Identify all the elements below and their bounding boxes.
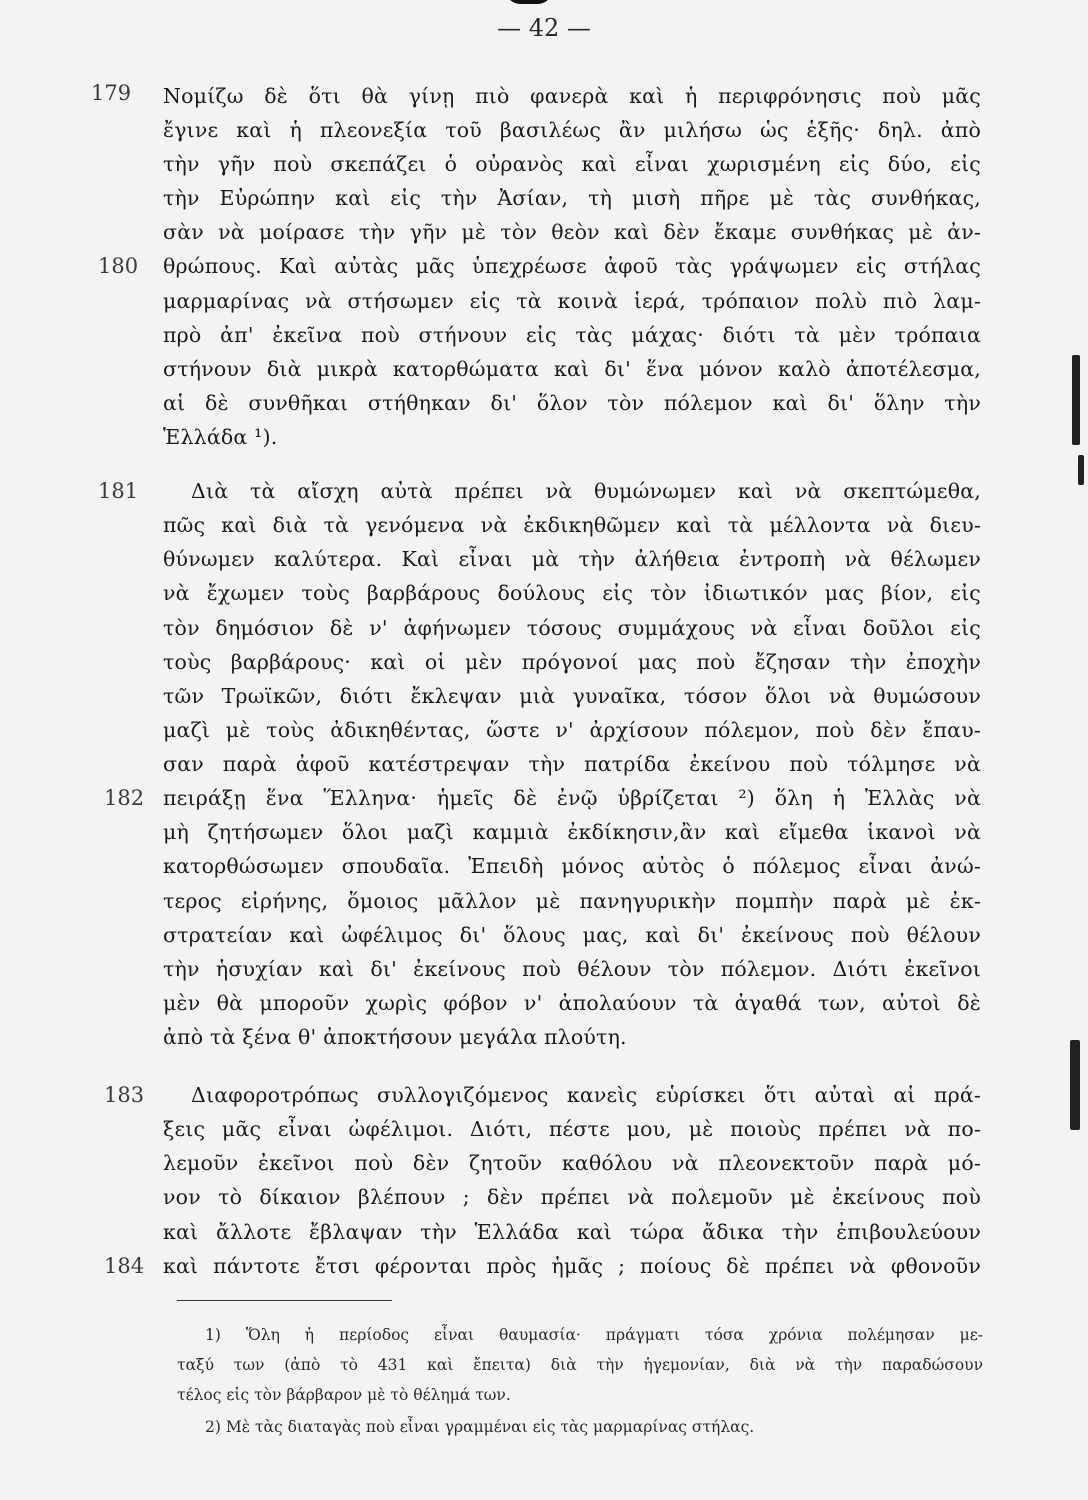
text-line: Διαφοροτρόπως συλλογιζόμενος κανεὶς εὑρίσκει ὅτι αὐταὶ αἱ πρά- [191, 1083, 981, 1107]
section-number: 180 [98, 254, 139, 278]
text-line: τερος εἰρήνης, ὅμοιος μᾶλλον μὲ πανηγυρικὴν πομπὴν παρὰ μὲ ἐκ- [163, 889, 981, 913]
text-line: πρὸ ἀπ' ἐκεῖνα ποὺ στήνουν εἰς τὰς μάχας· διότι τὰ μὲν τρόπαια [163, 323, 981, 347]
text-line: αἱ δὲ συνθῆκαι στήθηκαν δι' ὅλον τὸν πόλεμον καὶ δι' ὅλην τὴν [163, 391, 981, 415]
section-number: 183 [104, 1083, 145, 1107]
text-line: ἔγινε καὶ ἡ πλεονεξία τοῦ βασιλέως ἂν μιλήσω ὡς ἑξῆς· δηλ. ἀπὸ [163, 118, 981, 142]
text-line: νὰ ἔχωμεν τοὺς βαρβάρους δούλους εἰς τὸν ἰδιωτικόν μας βίον, εἰς [163, 581, 981, 605]
text-line: μαρμαρίνας νὰ στήσωμεν εἰς τὰ κοινὰ ἱερά, τρόπαιον πολὺ πιὸ λαμ- [163, 289, 981, 313]
scan-edge-mark [1078, 455, 1084, 485]
section-number: 181 [98, 479, 139, 503]
text-line: τοὺς βαρβάρους· καὶ οἱ μὲν πρόγονοί μας ποὺ ἔζησαν τὴν ἐποχὴν [163, 650, 981, 674]
text-line: μαζὶ μὲ τοὺς ἀδικηθέντας, ὥστε ν' ἀρχίσουν πόλεμον, ποὺ δὲν ἔπαυ- [163, 718, 981, 742]
text-line: θρώπους. Καὶ αὐτὰς μᾶς ὑπεχρέωσε ἀφοῦ τὰς γράψωμεν εἰς στήλας [163, 254, 981, 278]
footnote-line: 2) Μὲ τὰς διαταγὰς ποὺ εἶναι γραμμέναι εἰς τὰς μαρμαρίνας στήλας. [205, 1418, 755, 1436]
text-line: Ἑλλάδα ¹). [163, 425, 278, 449]
text-line: νον τὸ δίκαιον βλέπουν ; δὲν πρέπει νὰ πολεμοῦν μὲ ἐκείνους ποὺ [163, 1185, 981, 1209]
text-line: θύνωμεν καλύτερα. Καὶ εἶναι μὰ τὴν ἀλήθεια ἐντροπὴ νὰ θέλωμεν [163, 547, 981, 571]
text-line: σαν παρὰ ἀφοῦ κατέστρεψαν τὴν πατρίδα ἐκείνου ποὺ τόλμησε νὰ [163, 752, 981, 776]
text-line: τῶν Τρωϊκῶν, διότι ἔκλεψαν μιὰ γυναῖκα, τόσον ὅλοι νὰ θυμώσουν [163, 684, 981, 708]
text-line: μὴ ζητήσωμεν ὅλοι μαζὶ καμμιὰ ἐκδίκησιν,ἂν καὶ εἴμεθα ἱκανοὶ νὰ [163, 820, 981, 844]
text-line: κατορθώσωμεν σπουδαῖα. Ἐπειδὴ μόνος αὐτὸς ὁ πόλεμος εἶναι ἀνώ- [163, 854, 981, 878]
text-line: στήνουν διὰ μικρὰ κατορθώματα καὶ δι' ἕνα μόνον καλὸ ἀποτέλεσμα, [163, 357, 981, 381]
page-top-mark [506, 0, 552, 4]
footnote-line: ταξύ των (ἀπὸ τὸ 431 καὶ ἔπειτα) διὰ τὴν ἡγεμονίαν, διὰ νὰ τὴν παραδώσουν [177, 1356, 983, 1374]
text-line: ξεις μᾶς εἶναι ὠφέλιμοι. Διότι, πέστε μου, μὲ ποιοὺς πρέπει νὰ πο- [163, 1117, 981, 1141]
section-number: 184 [104, 1254, 145, 1278]
footnote-rule [177, 1300, 392, 1301]
text-line: πῶς καὶ διὰ τὰ γενόμενα νὰ ἐκδικηθῶμεν καὶ τὰ μέλλοντα νὰ διευ- [163, 513, 981, 537]
text-line: καὶ πάντοτε ἔτσι φέρονται πρὸς ἡμᾶς ; ποίους δὲ πρέπει νὰ φθονοῦν [163, 1254, 981, 1278]
scan-edge-mark [1070, 1040, 1080, 1130]
text-line: τὴν ἡσυχίαν καὶ δι' ἐκείνους ποὺ θέλουν τὸν πόλεμον. Διότι ἐκεῖνοι [163, 957, 981, 981]
text-line: Νομίζω δὲ ὅτι θὰ γίνῃ πιὸ φανερὰ καὶ ἡ περιφρόνησις ποὺ μᾶς [163, 84, 981, 108]
text-line: λεμοῦν ἐκεῖνοι ποὺ δὲν ζητοῦν καθόλου νὰ πλεονεκτοῦν παρὰ μό- [163, 1151, 981, 1175]
text-line: στρατείαν καὶ ὠφέλιμος δι' ὅλους μας, καὶ δι' ἐκείνους ποὺ θέλουν [163, 923, 981, 947]
text-line: πειράξῃ ἕνα Ἕλληνα· ἡμεῖς δὲ ἐνῷ ὑβρίζεται ²) ὅλη ἡ Ἑλλὰς νὰ [163, 786, 981, 810]
footnote-line: 1) Ὅλη ἡ περίοδος εἶναι θαυμασία· πράγματι τόσα χρόνια πολέμησαν με- [205, 1326, 983, 1344]
page-number: — 42 — [497, 14, 591, 42]
footnote-line: τέλος εἰς τὸν βάρβαρον μὲ τὸ θέλημά των. [177, 1386, 511, 1404]
text-line: μὲν θὰ μποροῦν χωρὶς φόβον ν' ἀπολαύουν τὰ ἀγαθά των, αὐτοὶ δὲ [163, 991, 981, 1015]
section-number: 179 [91, 81, 132, 105]
section-number: 182 [104, 786, 145, 810]
text-line: τὴν γῆν ποὺ σκεπάζει ὁ οὐρανὸς καὶ εἶναι χωρισμένη εἰς δύο, εἰς [163, 152, 981, 176]
text-line: τὴν Εὐρώπην καὶ εἰς τὴν Ἀσίαν, τὴ μισὴ πῆρε μὲ τὰς συνθήκας, [163, 186, 981, 210]
text-line: τὸν δημόσιον δὲ ν' ἀφήνωμεν τόσους συμμάχους νὰ εἶναι δοῦλοι εἰς [163, 616, 981, 640]
scan-edge-mark [1072, 355, 1080, 445]
text-line: Διὰ τὰ αἴσχη αὐτὰ πρέπει νὰ θυμώνωμεν καὶ νὰ σκεπτώμεθα, [191, 479, 981, 503]
text-line: σὰν νὰ μοίρασε τὴν γῆν μὲ τὸν θεὸν καὶ δὲν ἔκαμε συνθήκας μὲ ἀν- [163, 220, 981, 244]
text-line: καὶ ἄλλοτε ἔβλαψαν τὴν Ἑλλάδα καὶ τώρα ἄδικα τὴν ἐπιβουλεύουν [163, 1220, 981, 1244]
text-line: ἀπὸ τὰ ξένα θ' ἀποκτήσουν μεγάλα πλούτη. [163, 1025, 627, 1049]
